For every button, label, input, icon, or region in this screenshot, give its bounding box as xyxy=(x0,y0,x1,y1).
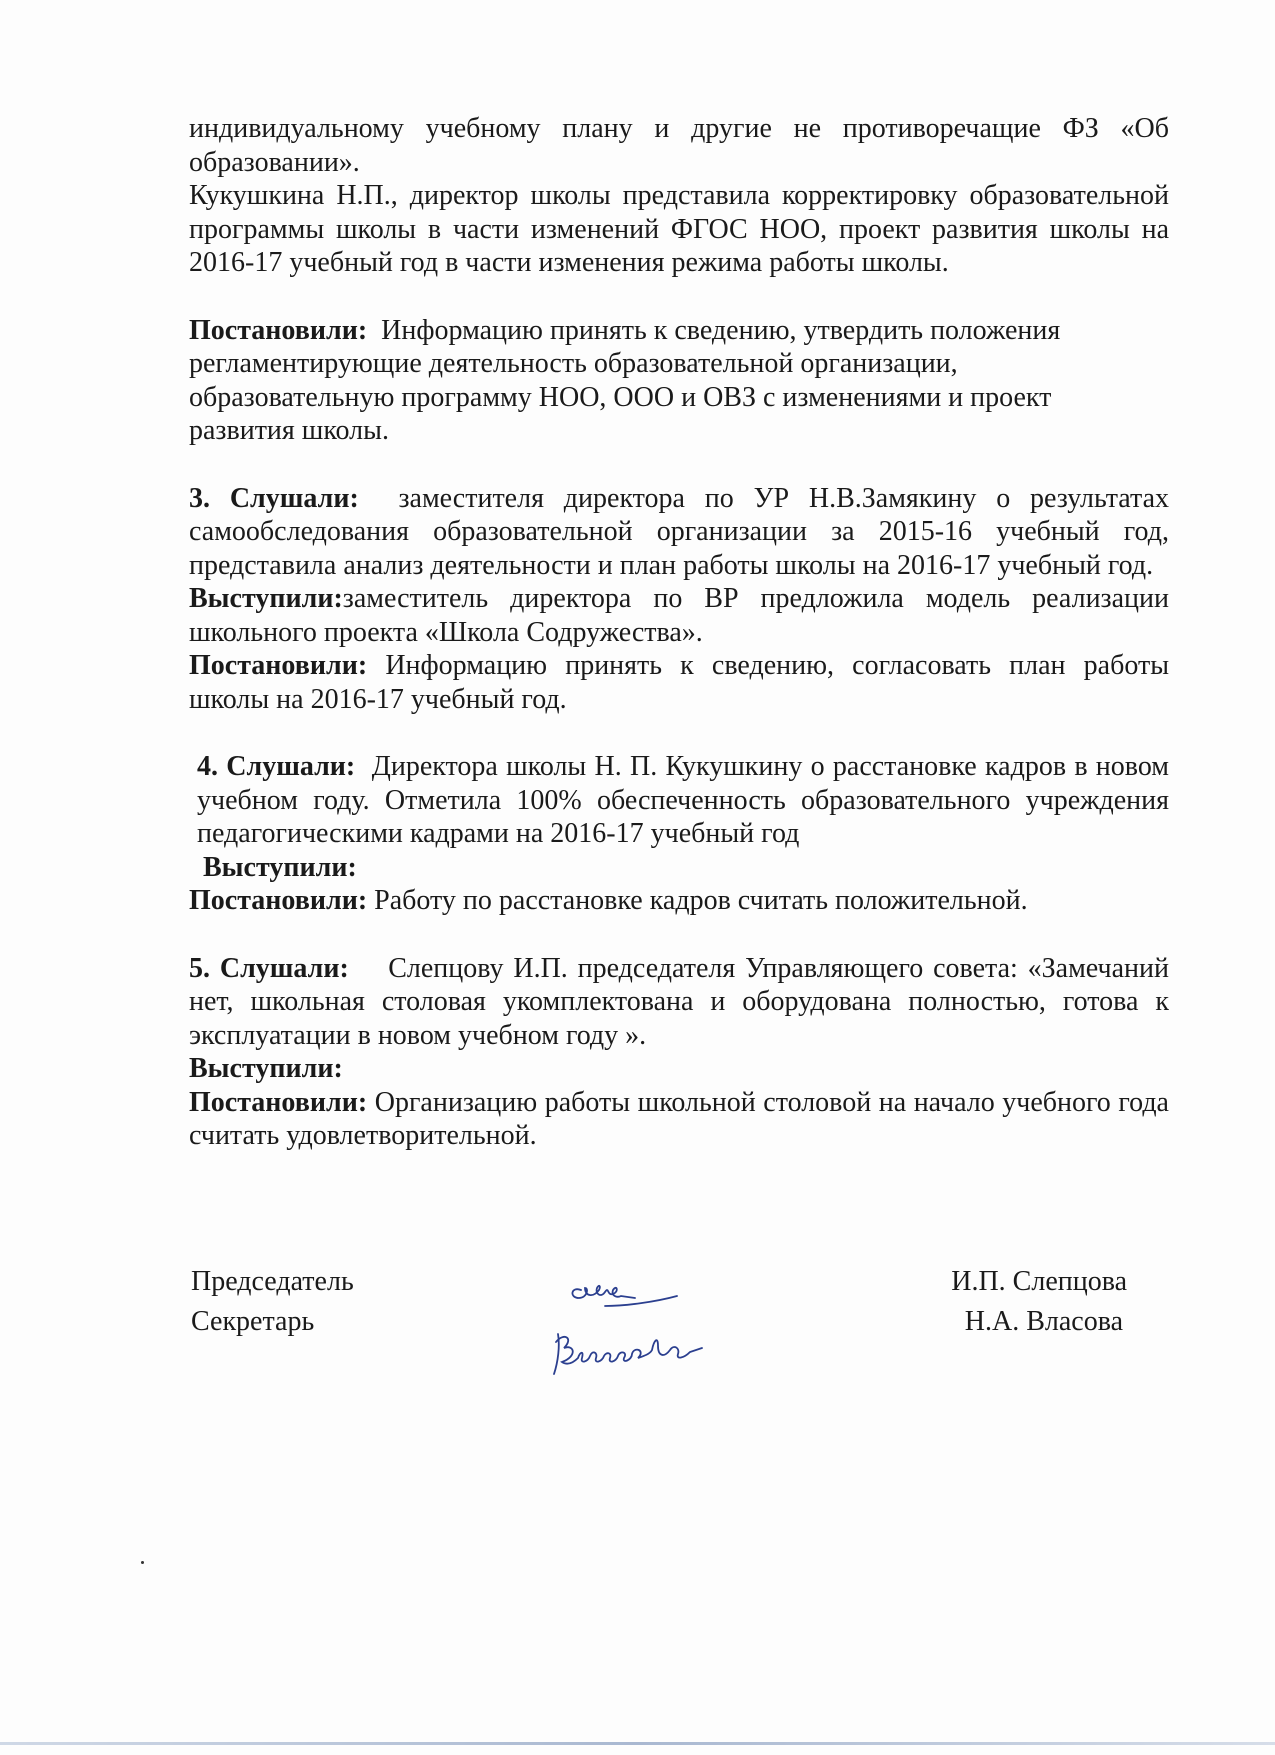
decided-text: Работу по расстановке кадров считать положительной. xyxy=(374,885,1028,916)
section-5-spoke xyxy=(189,1052,1169,1086)
decided-label: Постановили: xyxy=(189,314,368,346)
paragraph-decision-1 xyxy=(189,314,1169,448)
section-5-heard xyxy=(189,952,1169,1053)
decided-label: Постановили: xyxy=(189,650,368,681)
chair-handwritten-signature xyxy=(565,1262,685,1322)
decided-text: Организацию работы школьной столовой на начало учебного года считать удовлетворительной. xyxy=(189,1086,1169,1151)
spoke-label: Выступили: xyxy=(189,583,343,614)
section-4-heard xyxy=(189,750,1169,851)
spoke-text: заместитель директора по ВР предложила модель реализации школьного проекта «Школа Содружества». xyxy=(189,583,1169,648)
secretary-handwritten-signature xyxy=(550,1322,720,1382)
decision-line-1: Информацию принять к сведению, утвердить положения xyxy=(381,314,1061,346)
section-4-spoke xyxy=(189,851,1169,885)
secretary-title: Секретарь xyxy=(191,1306,315,1337)
heard-label: 4. Слушали: xyxy=(197,751,356,782)
decided-label: Постановили: xyxy=(189,885,368,916)
spoke-label: Выступили: xyxy=(203,851,357,883)
scan-edge-line xyxy=(0,1742,1275,1745)
section-4-decided xyxy=(189,884,1169,918)
section-5-decided xyxy=(189,1086,1169,1153)
secretary-name: Н.А. Власова xyxy=(964,1306,1123,1337)
heard-label: 3. Слушали: xyxy=(189,482,359,514)
decided-label: Постановили: xyxy=(189,1086,368,1118)
chair-title: Председатель xyxy=(191,1266,354,1297)
paragraph-kukushkina: Кукушкина Н.П., директор школы представила корректировку образовательной программы школы в части изменений ФГОС НОО, проект развития школы на 2016-17 учебный год в части изменения режима работы школы. xyxy=(189,180,1169,278)
spoke-label: Выступили: xyxy=(189,1053,343,1084)
decision-line-2: регламентирующие деятельность образовательной организации, xyxy=(189,348,958,379)
section-3-decided xyxy=(189,649,1169,716)
section-3-heard xyxy=(189,482,1169,583)
heard-text: Директора школы Н. П. Кукушкину о расстановке кадров в новом учебном году. Отметила 100% обеспеченность образовательного учреждения педагогическими кадрами на 2016-17 учебный год xyxy=(197,751,1170,849)
decision-line-3: образовательную программу НОО, ООО и ОВЗ с изменениями и проект xyxy=(189,381,1052,413)
chair-name: И.П. Слепцова xyxy=(951,1266,1127,1297)
scan-speck xyxy=(141,1561,144,1564)
document-body xyxy=(189,112,1169,1153)
decided-text: Информацию принять к сведению, согласовать план работы школы на 2016-17 учебный год. xyxy=(189,650,1170,715)
section-3-spoke xyxy=(189,582,1169,649)
heard-text: заместителя директора по УР Н.В.Замякину о результатах самообследования образовательной организации за 2015-16 учебный год, представила анализ деятельности и план работы школы на 2016-17 учебный год. xyxy=(189,482,1169,581)
heard-label: 5. Слушали: xyxy=(189,952,349,984)
paragraph-intro: индивидуальному учебному плану и другие не противоречащие ФЗ «Об образовании». xyxy=(189,113,1169,178)
decision-line-4: развития школы. xyxy=(189,415,389,446)
heard-text: Слепцову И.П. председателя Управляющего совета: «Замечаний нет, школьная столовая укомплектована и оборудована полностью, готова к эксплуатации в новом учебном году ». xyxy=(189,952,1169,1051)
